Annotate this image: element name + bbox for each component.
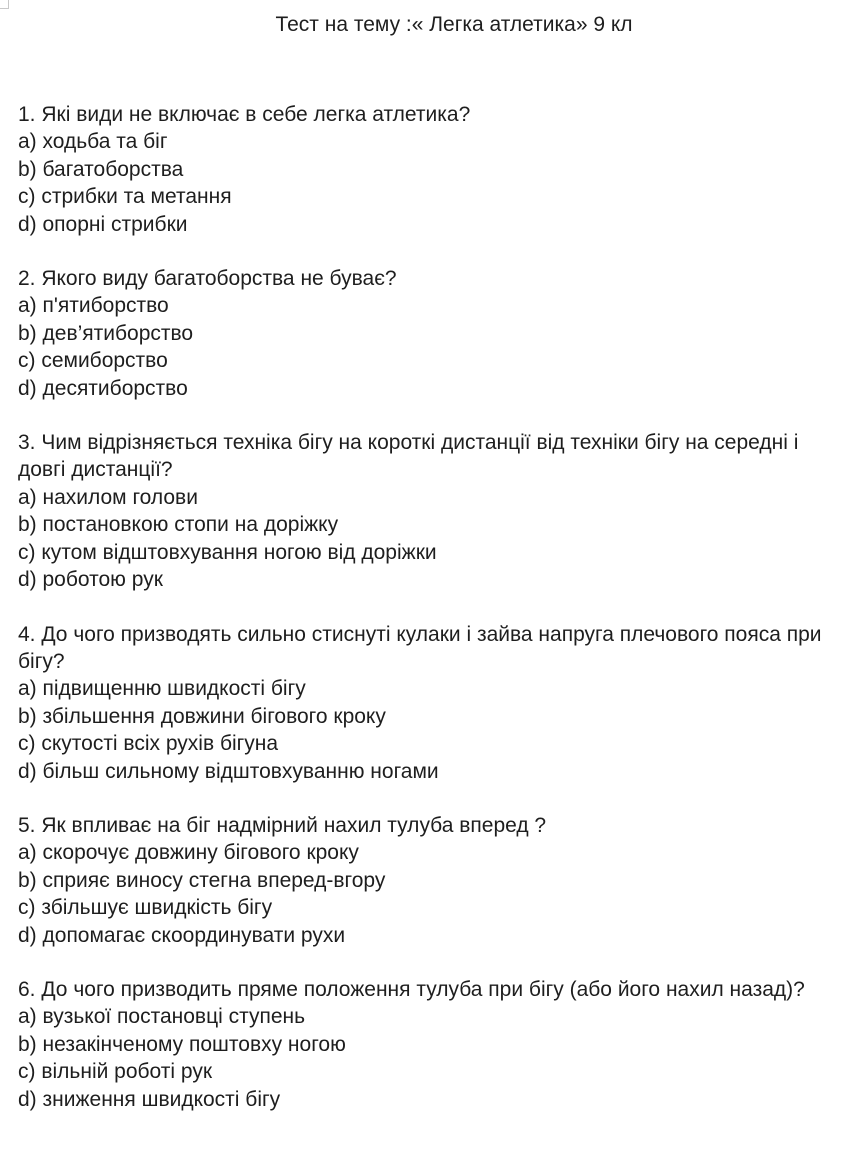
answer-option-d: d) опорні стрибки (18, 212, 188, 236)
document-page (18, 10, 848, 1140)
question-text: 5. Як впливає на біг надмірний нахил тулуба вперед ? (18, 813, 547, 837)
answer-option-b: b) постановкою стопи на доріжку (18, 513, 339, 537)
answer-option-d: d) більш сильному відштовхуванню ногами (18, 759, 439, 783)
answer-option-c: c) кутом відштовхування ногою від доріжки (18, 540, 437, 564)
question-3 (18, 429, 848, 593)
question-text: 1. Які види не включає в себе легка атлетика? (18, 103, 471, 126)
answer-option-c: c) семиборство (18, 349, 168, 373)
answer-option-c: c) збільшує швидкість бігу (18, 896, 273, 920)
answer-option-d: d) допомагає скоординувати рухи (18, 923, 346, 947)
answer-option-a: a) скорочує довжину бігового кроку (18, 841, 359, 865)
answer-option-d: d) зниження швидкості бігу (18, 1087, 281, 1111)
answer-option-c: c) стрибки та метання (18, 185, 232, 209)
answer-option-a: a) підвищенню швидкості бігу (18, 677, 306, 701)
document-title: Тест на тему :« Легка атлетика» 9 кл (275, 13, 633, 36)
answer-option-b: b) збільшення довжини бігового кроку (18, 704, 386, 728)
question-text: 3. Чим відрізняється техніка бігу на короткі дистанції від техніки бігу на середні і довгі дистанції? (18, 431, 799, 482)
answer-option-c: c) вільній роботі рук (18, 1060, 213, 1084)
answer-options (18, 675, 848, 785)
answer-option-d: d) десятиборство (18, 376, 188, 400)
answer-option-b: b) сприяє виносу стегна вперед-вгору (18, 868, 386, 892)
question-4 (18, 621, 848, 785)
answer-option-b: b) незакінченому поштовху ногою (18, 1032, 346, 1056)
answer-options (18, 484, 848, 594)
answer-option-c: c) скутості всіх рухів бігуна (18, 732, 279, 756)
question-text: 2. Якого виду багатоборства не буває? (18, 267, 397, 291)
answer-option-b: b) багатоборства (18, 157, 184, 181)
answer-options (18, 292, 848, 402)
question-text: 4. До чого призводять сильно стиснуті кулаки і зайва напруга плечового пояса при бігу? (18, 622, 822, 673)
answer-option-a: a) вузької постановці ступень (18, 1005, 306, 1029)
question-5 (18, 812, 848, 949)
answer-option-a: a) ходьба та біг (18, 130, 168, 154)
answer-options (18, 1003, 848, 1113)
answer-options (18, 839, 848, 949)
answer-options (18, 128, 848, 238)
question-2 (18, 265, 848, 402)
question-1 (18, 101, 848, 238)
answer-option-a: a) п'ятиборство (18, 294, 169, 318)
question-text: 6. До чого призводить пряме положення тулуба при бігу (або його нахил назад)? (18, 977, 805, 1001)
answer-option-a: a) нахилом голови (18, 485, 198, 509)
answer-option-d: d) роботою рук (18, 568, 163, 592)
answer-option-b: b) дев’ятиборство (18, 321, 194, 345)
question-6 (18, 976, 848, 1113)
page-corner-mark (0, 0, 9, 9)
